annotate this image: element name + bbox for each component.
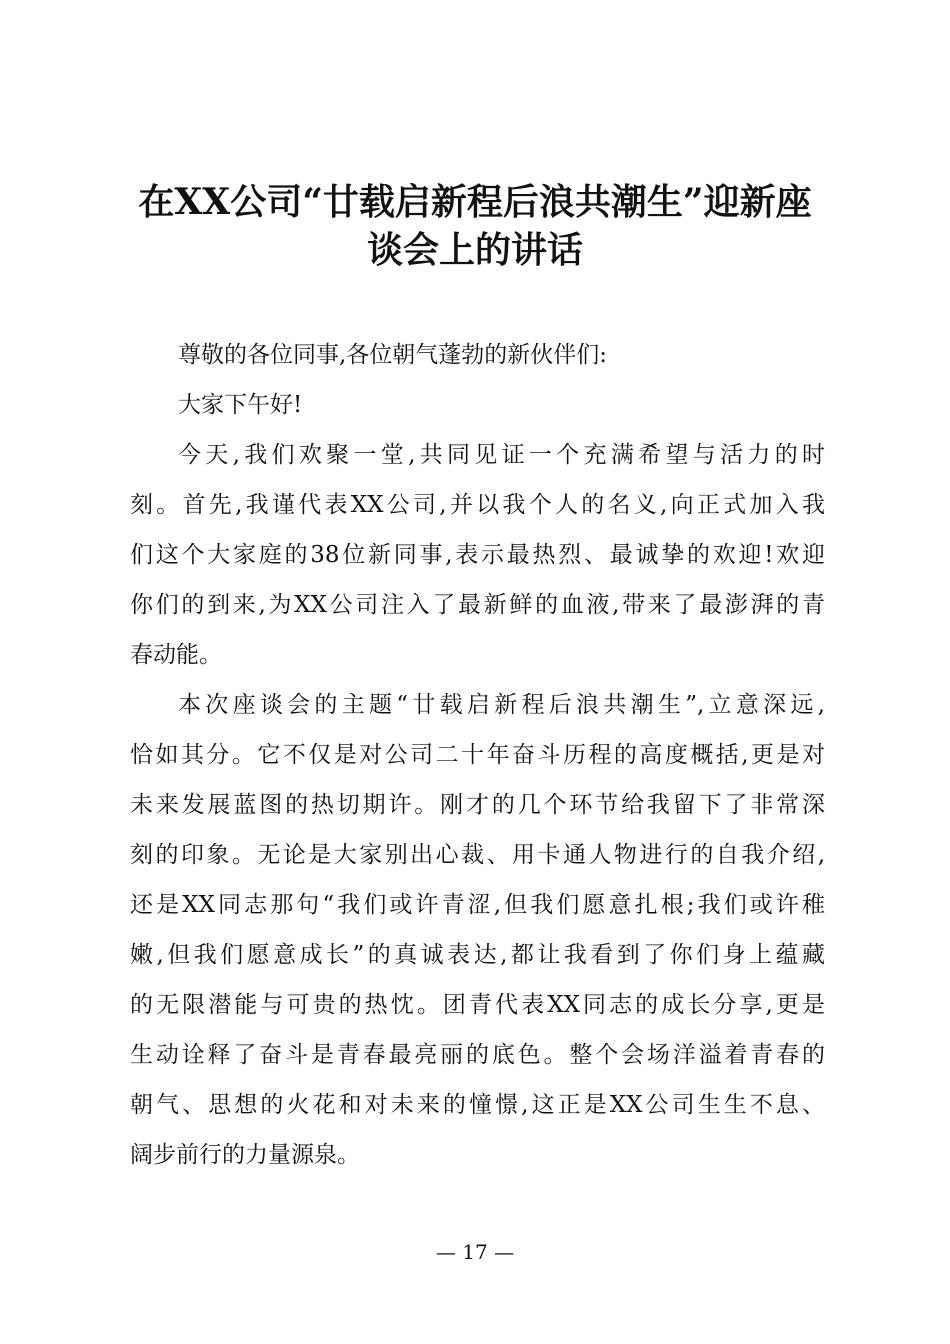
- page-number: — 17 —: [435, 1240, 515, 1264]
- paragraph-line: 恰如其分。它不仅是对公司二十年奋斗历程的高度概括,更是对: [130, 742, 825, 768]
- paragraph-line: 生动诠释了奋斗是青春最亮丽的底色。整个会场洋溢着青春的: [130, 1042, 825, 1068]
- paragraph-line: 阔步前行的力量源泉。: [130, 1142, 360, 1168]
- paragraph-line: 你们的到来,为XX公司注入了最新鲜的血液,带来了最澎湃的青: [130, 592, 825, 618]
- paragraph-2: [130, 680, 825, 1180]
- title-line-1: 在XX公司“廿载启新程后浪共潮生”迎新座: [138, 181, 812, 223]
- document-title: [100, 178, 850, 274]
- paragraph-line: 们这个大家庭的38位新同事,表示最热烈、最诚挚的欢迎!欢迎: [130, 542, 825, 568]
- paragraph-line: 还是XX同志那句“我们或许青涩,但我们愿意扎根;我们或许稚: [130, 892, 825, 918]
- paragraph-line: 刻的印象。无论是大家别出心裁、用卡通人物进行的自我介绍,: [130, 842, 825, 868]
- paragraph-line: 朝气、思想的火花和对未来的憧憬,这正是XX公司生生不息、: [130, 1092, 825, 1118]
- title-line-2: 谈会上的讲话: [366, 229, 583, 271]
- paragraph-line: 的无限潜能与可贵的热忱。团青代表XX同志的成长分享,更是: [130, 992, 825, 1018]
- paragraph-line: 本次座谈会的主题“廿载启新程后浪共潮生”,立意深远,: [178, 692, 825, 718]
- paragraph-1: [130, 430, 825, 680]
- paragraph-line: 今天,我们欢聚一堂,共同见证一个充满希望与活力的时: [178, 442, 825, 468]
- paragraph-line: 未来发展蓝图的热切期许。刚才的几个环节给我留下了非常深: [130, 792, 825, 818]
- paragraph-line: 春动能。: [130, 642, 222, 668]
- paragraph-line: 刻。首先,我谨代表XX公司,并以我个人的名义,向正式加入我: [130, 492, 825, 518]
- greeting: 大家下午好!: [178, 392, 303, 418]
- salutation: 尊敬的各位同事,各位朝气蓬勃的新伙伴们:: [178, 342, 608, 368]
- paragraph-line: 嫩,但我们愿意成长”的真诚表达,都让我看到了你们身上蕴藏: [130, 942, 825, 968]
- document-body: [130, 330, 825, 1180]
